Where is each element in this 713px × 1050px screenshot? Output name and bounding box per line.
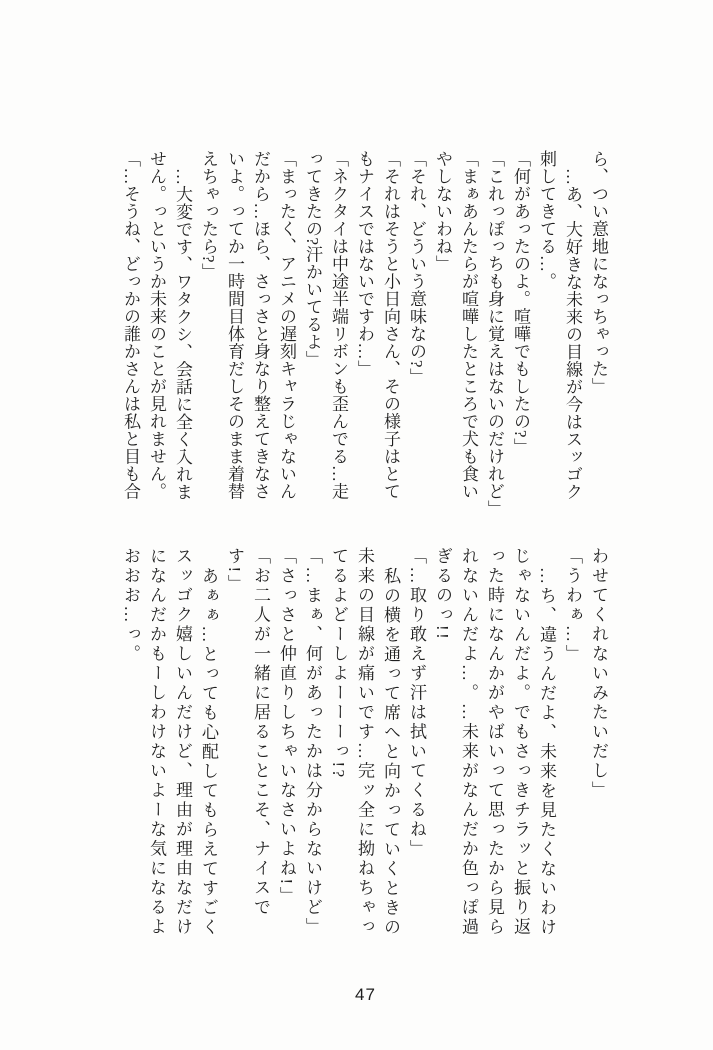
text-line: せん。っというか未来のことが見れません。 xyxy=(147,150,166,500)
text-line: ってきたの?汗かいてるよ」 xyxy=(303,150,322,369)
text-line: スッゴク嬉しいんだけど、理由が理由なだけ xyxy=(173,547,192,937)
lower-text-block xyxy=(117,547,611,952)
text-line: 「うわぁ…」 xyxy=(563,547,582,664)
text-line: ぎるのっ!! xyxy=(433,547,452,642)
text-line: 「何があったのよ。喧嘩でもしたの?」 xyxy=(511,150,530,456)
text-line: 「ネクタイは中途半端リボンも歪んでる…走 xyxy=(329,150,348,500)
text-line: 「それはそうと小日向さん、その様子はとて xyxy=(381,150,400,500)
text-line: 「まぁあんたらが喧嘩したところで犬も食い xyxy=(459,150,478,500)
text-line: になんだかもーしわけないよーな気になるよ xyxy=(147,547,166,937)
text-line: った時になんかがやばいって思ったから見ら xyxy=(485,547,504,937)
text-line: やしないわね」 xyxy=(433,150,452,273)
text-line: …ち、違うんだよ、未来を見たくないわけ xyxy=(537,567,556,938)
text-line: 「…取り敢えず汗は拭いてくるね」 xyxy=(407,547,426,859)
text-line: 「それ、どういう意味なの?」 xyxy=(407,150,426,386)
text-line: 未来の目線が痛いです…完ッ全に拗ねちゃっ xyxy=(355,547,374,937)
text-line: 「お二人が一緒に居ることこそ、ナイスで xyxy=(251,547,270,918)
upper-text-block xyxy=(117,150,611,535)
text-line: てるよどーしよーーーっ!? xyxy=(329,547,348,780)
text-line: 「さっさと仲直りしちゃいなさいよね!」 xyxy=(277,547,296,907)
text-line: だから…ほら、さっさと身なり整えてきなさ xyxy=(251,150,270,500)
text-line: あぁぁ…とっても心配してもらえてすごく xyxy=(199,567,218,938)
text-line: 「…まぁ、何があったかは分からないけど」 xyxy=(303,547,322,937)
text-line: す!」 xyxy=(225,547,244,595)
text-line: じゃないんだよ。でもさっきチラッと振り返 xyxy=(511,547,530,937)
text-line: 「まったく、アニメの遅刻キャラじゃないん xyxy=(277,150,296,500)
text-line: もナイスではないですわ…」 xyxy=(355,150,374,378)
text-line: 「…そうね、どっかの誰かさんは私と目も合 xyxy=(121,150,140,500)
text-line: 刺してきてる…。 xyxy=(537,150,556,290)
text-line: えちゃったら?」 xyxy=(199,150,218,281)
text-line: 「これっぽっちも身に覚えはないのだけれど」 xyxy=(485,150,504,518)
text-line: 私の横を通って席へと向かっていくときの xyxy=(381,567,400,938)
text-line: おおお…っ。 xyxy=(121,547,140,664)
page-number: 47 xyxy=(355,985,376,1004)
text-line: …大変です、ワタクシ、会話に全く入れま xyxy=(173,168,192,501)
text-line: わせてくれないみたいだし」 xyxy=(589,547,608,801)
text-line: いよ。ってか一時間目体育だしそのまま着替 xyxy=(225,150,244,500)
text-line: れないんだよ…。…未来がなんだか色っぽ過 xyxy=(459,547,478,937)
text-line: ら、つい意地になっちゃった」 xyxy=(589,150,608,395)
text-line: …あ、大好きな未来の目線が今はスッゴク xyxy=(563,168,582,501)
